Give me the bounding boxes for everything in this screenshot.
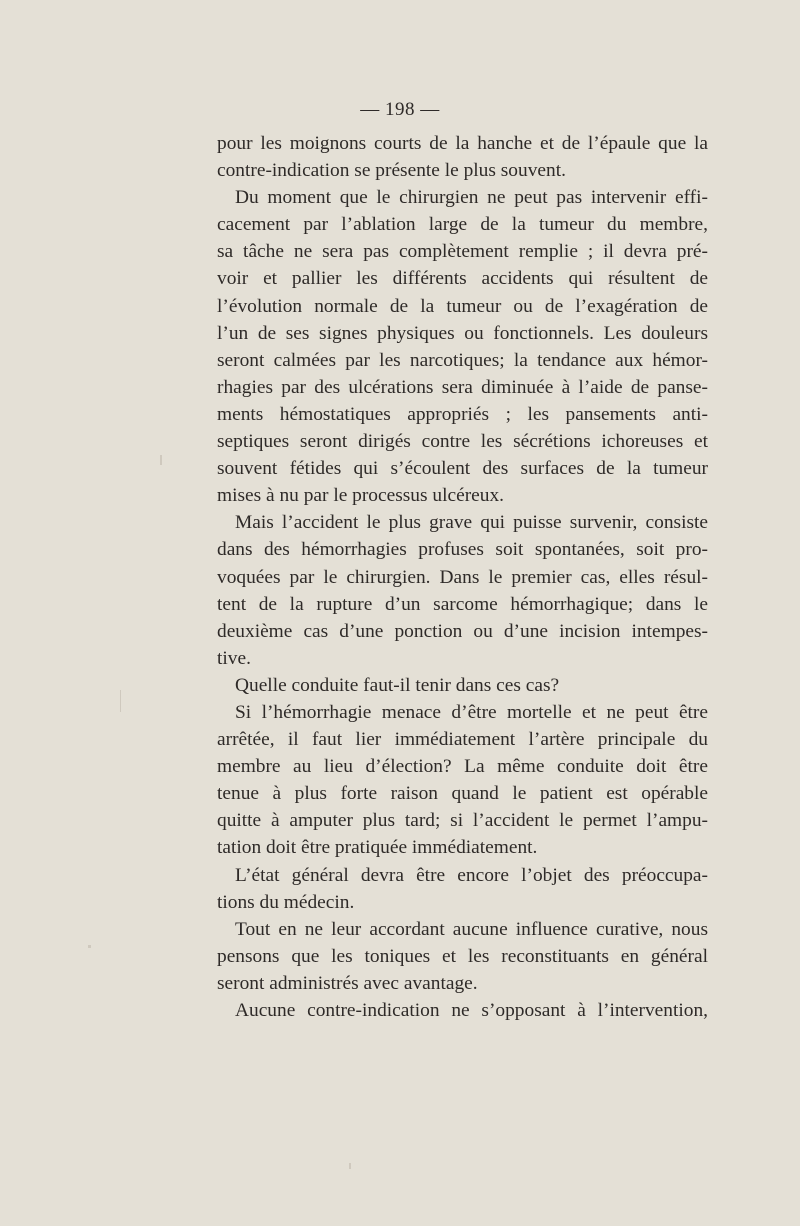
- paper-speck: [88, 945, 91, 948]
- paper-speck: [160, 455, 162, 465]
- text-line: pensons que les toniques et les reconstituants en général: [217, 945, 708, 967]
- text-line: L’état général devra être encore l’objet des préoccupa-: [235, 864, 708, 886]
- text-line: ments hémostatiques appropriés ; les pansements anti-: [217, 403, 708, 425]
- text-line: septiques seront dirigés contre les sécrétions ichoreuses et: [217, 431, 708, 453]
- paper-speck: [349, 1163, 351, 1169]
- text-line: mises à nu par le processus ulcéreux.: [217, 485, 504, 507]
- text-line: l’évolution normale de la tumeur ou de l’exagération de: [217, 295, 708, 317]
- text-line: pour les moignons courts de la hanche et de l’épaule que la: [217, 133, 708, 154]
- text-line: tent de la rupture d’un sarcome hémorrhagique; dans le: [217, 593, 708, 615]
- text-line: l’un de ses signes physiques ou fonctionnels. Les douleurs: [217, 322, 708, 344]
- text-line: Aucune contre-indication ne s’opposant à l’intervention,: [235, 1000, 708, 1021]
- text-line: cacement par l’ablation large de la tumeur du membre,: [217, 214, 708, 236]
- text-line: membre au lieu d’élection? La même conduite doit être: [217, 756, 708, 778]
- text-line: dans des hémorrhagies profuses soit spontanées, soit pro-: [217, 539, 708, 561]
- body-text: [217, 130, 708, 1024]
- text-line: voquées par le chirurgien. Dans le premier cas, elles résul-: [217, 566, 708, 588]
- paper-speck: [120, 690, 121, 712]
- text-line: rhagies par des ulcérations sera diminuée à l’aide de panse-: [217, 376, 708, 398]
- text-line: voir et pallier les différents accidents qui résultent de: [217, 268, 708, 290]
- text-line: contre-indication se présente le plus souvent.: [217, 160, 566, 182]
- text-line: sa tâche ne sera pas complètement remplie ; il devra pré-: [217, 241, 708, 263]
- text-line: Si l’hémorrhagie menace d’être mortelle et ne peut être: [235, 701, 708, 723]
- text-line: Mais l’accident le plus grave qui puisse survenir, consiste: [235, 512, 708, 534]
- text-line: tenue à plus forte raison quand le patient est opérable: [217, 783, 708, 805]
- text-line: tive.: [217, 647, 251, 669]
- text-line: deuxième cas d’une ponction ou d’une incision intempes-: [217, 620, 708, 642]
- text-line: tions du médecin.: [217, 891, 355, 913]
- text-line: seront administrés avec avantage.: [217, 972, 478, 994]
- text-line: seront calmées par les narcotiques; la tendance aux hémor-: [217, 349, 708, 371]
- text-line: Tout en ne leur accordant aucune influence curative, nous: [235, 918, 708, 940]
- text-line: arrêtée, il faut lier immédiatement l’artère principale du: [217, 729, 708, 751]
- text-line: souvent fétides qui s’écoulent des surfaces de la tumeur: [217, 458, 708, 480]
- page-number-header: — 198 —: [360, 99, 440, 120]
- text-line: Du moment que le chirurgien ne peut pas intervenir effi-: [235, 187, 708, 209]
- text-line: Quelle conduite faut-il tenir dans ces cas?: [235, 674, 560, 696]
- text-line: quitte à amputer plus tard; si l’accident le permet l’ampu-: [217, 810, 708, 832]
- text-line: tation doit être pratiquée immédiatement.: [217, 837, 538, 859]
